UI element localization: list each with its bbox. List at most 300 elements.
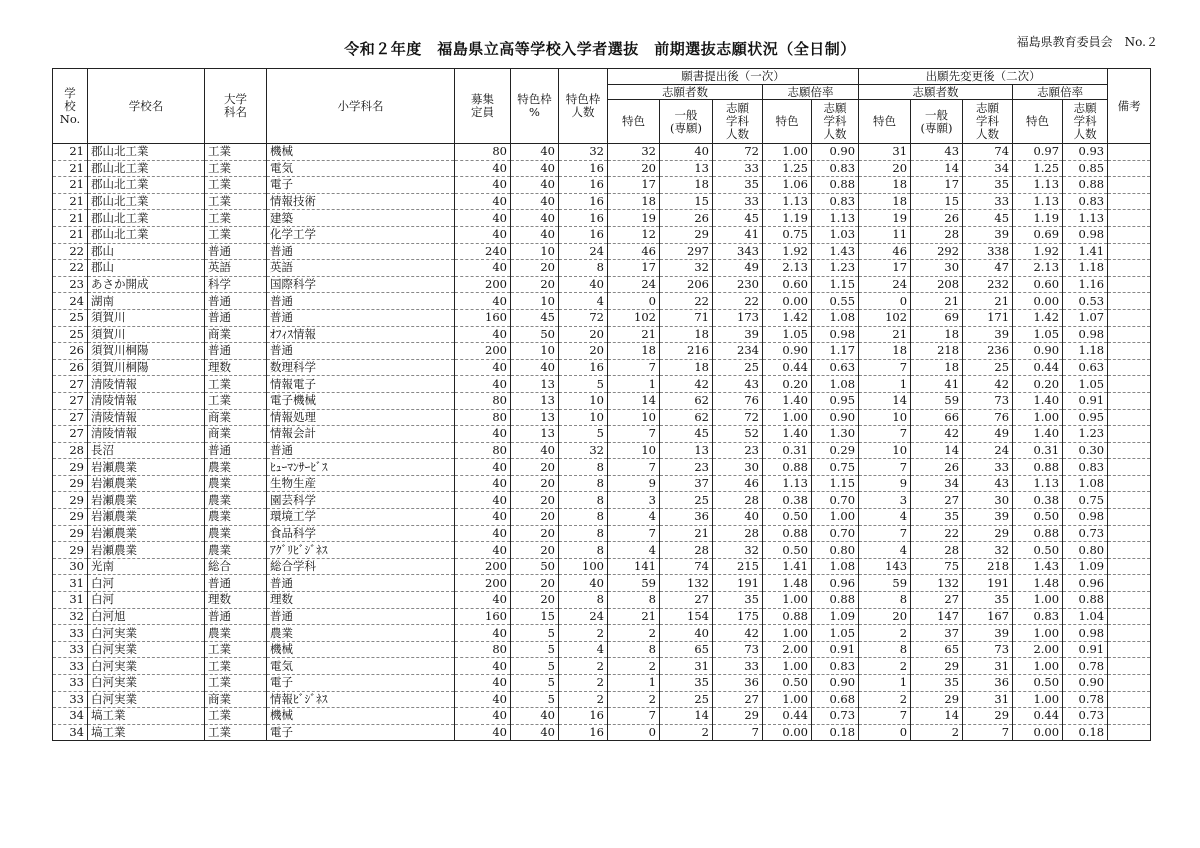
cell-tn: 16 — [559, 724, 608, 741]
page-title: 令和２年度 福島県立高等学校入学者選抜 前期選抜志願状況（全日制） — [344, 40, 856, 58]
cell-school: 須賀川 — [88, 326, 205, 343]
cell-c2: 191 — [963, 575, 1013, 592]
cell-pct: 5 — [511, 641, 559, 658]
cell-dept: 農業 — [205, 492, 267, 509]
table-row — [53, 409, 1151, 426]
cell-dept: 理数 — [205, 592, 267, 609]
cell-no: 27 — [53, 392, 88, 409]
cell-dept: 商業 — [205, 691, 267, 708]
cell-school: 白河実業 — [88, 675, 205, 692]
cell-a1: 24 — [608, 276, 660, 293]
cell-d2: 1.13 — [1013, 193, 1063, 210]
cell-e2: 0.95 — [1063, 409, 1108, 426]
cell-c1: 45 — [713, 210, 763, 227]
cell-b1: 21 — [660, 525, 713, 542]
cell-sub: 普通 — [267, 293, 455, 310]
cell-no: 21 — [53, 177, 88, 194]
cell-c2: 34 — [963, 160, 1013, 177]
cell-cap: 40 — [455, 359, 511, 376]
cell-b1: 40 — [660, 144, 713, 161]
cell-d2: 2.00 — [1013, 641, 1063, 658]
cell-tn: 8 — [559, 492, 608, 509]
cell-a2: 11 — [859, 226, 911, 243]
cell-c2: 35 — [963, 177, 1013, 194]
cell-school: 白河 — [88, 575, 205, 592]
cell-pct: 50 — [511, 558, 559, 575]
cell-cap: 40 — [455, 160, 511, 177]
cell-a1: 0 — [608, 724, 660, 741]
cell-e1: 1.05 — [812, 625, 859, 642]
cell-d2: 1.42 — [1013, 309, 1063, 326]
cell-cap: 160 — [455, 309, 511, 326]
cell-a2: 18 — [859, 177, 911, 194]
cell-a2: 7 — [859, 359, 911, 376]
cell-b1: 35 — [660, 675, 713, 692]
cell-cap: 40 — [455, 592, 511, 609]
cell-e2: 0.53 — [1063, 293, 1108, 310]
cell-cap: 40 — [455, 492, 511, 509]
table-row — [53, 592, 1151, 609]
cell-remarks — [1108, 309, 1151, 326]
cell-school: 清陵情報 — [88, 376, 205, 393]
cell-sub: 機械 — [267, 641, 455, 658]
cell-e1: 0.75 — [812, 459, 859, 476]
cell-d2: 0.69 — [1013, 226, 1063, 243]
cell-pct: 45 — [511, 309, 559, 326]
cell-b1: 26 — [660, 210, 713, 227]
cell-b2: 28 — [911, 226, 963, 243]
cell-tn: 5 — [559, 426, 608, 443]
cell-c2: 35 — [963, 592, 1013, 609]
cell-b2: 18 — [911, 359, 963, 376]
cell-tn: 20 — [559, 326, 608, 343]
cell-no: 31 — [53, 592, 88, 609]
cell-b1: 62 — [660, 392, 713, 409]
table-row — [53, 475, 1151, 492]
cell-d2: 1.00 — [1013, 691, 1063, 708]
cell-cap: 40 — [455, 226, 511, 243]
cell-remarks — [1108, 359, 1151, 376]
cell-remarks — [1108, 260, 1151, 277]
cell-a2: 59 — [859, 575, 911, 592]
cell-sub: 機械 — [267, 708, 455, 725]
cell-a2: 7 — [859, 426, 911, 443]
cell-tn: 2 — [559, 658, 608, 675]
cell-school: 白河実業 — [88, 691, 205, 708]
cell-a1: 46 — [608, 243, 660, 260]
cell-e1: 1.08 — [812, 558, 859, 575]
cell-school: 湖南 — [88, 293, 205, 310]
table-row — [53, 625, 1151, 642]
cell-d2: 0.00 — [1013, 724, 1063, 741]
cell-school: 塙工業 — [88, 724, 205, 741]
cell-a2: 20 — [859, 608, 911, 625]
cell-dept: 商業 — [205, 409, 267, 426]
cell-b1: 31 — [660, 658, 713, 675]
cell-school: 郡山 — [88, 260, 205, 277]
cell-school: 須賀川桐陽 — [88, 343, 205, 360]
cell-tn: 2 — [559, 625, 608, 642]
cell-d1: 0.60 — [763, 276, 812, 293]
header-toku-ratio-2: 特色 — [1013, 100, 1063, 144]
header-ratio-1: 志願倍率 — [763, 85, 859, 100]
cell-d1: 1.48 — [763, 575, 812, 592]
cell-a1: 19 — [608, 210, 660, 227]
cell-c2: 218 — [963, 558, 1013, 575]
cell-tn: 16 — [559, 359, 608, 376]
cell-no: 24 — [53, 293, 88, 310]
cell-e2: 0.98 — [1063, 625, 1108, 642]
cell-no: 28 — [53, 442, 88, 459]
cell-b2: 42 — [911, 426, 963, 443]
cell-cap: 40 — [455, 260, 511, 277]
cell-d1: 1.40 — [763, 392, 812, 409]
cell-a1: 7 — [608, 708, 660, 725]
cell-c1: 25 — [713, 359, 763, 376]
cell-pct: 13 — [511, 426, 559, 443]
cell-remarks — [1108, 226, 1151, 243]
cell-c1: 46 — [713, 475, 763, 492]
cell-remarks — [1108, 210, 1151, 227]
header-gakka-ratio-2: 志願 学科 人数 — [1063, 100, 1108, 144]
cell-remarks — [1108, 409, 1151, 426]
cell-a1: 7 — [608, 359, 660, 376]
cell-c2: 42 — [963, 376, 1013, 393]
cell-c2: 74 — [963, 144, 1013, 161]
cell-b2: 14 — [911, 708, 963, 725]
cell-dept: 英語 — [205, 260, 267, 277]
cell-d2: 2.13 — [1013, 260, 1063, 277]
cell-b1: 154 — [660, 608, 713, 625]
cell-e1: 0.55 — [812, 293, 859, 310]
cell-a1: 17 — [608, 177, 660, 194]
cell-a2: 143 — [859, 558, 911, 575]
cell-d1: 1.13 — [763, 193, 812, 210]
cell-a2: 10 — [859, 409, 911, 426]
cell-no: 30 — [53, 558, 88, 575]
cell-b1: 40 — [660, 625, 713, 642]
cell-cap: 40 — [455, 509, 511, 526]
cell-b2: 43 — [911, 144, 963, 161]
cell-tn: 4 — [559, 641, 608, 658]
cell-no: 26 — [53, 343, 88, 360]
cell-a1: 10 — [608, 409, 660, 426]
cell-school: あさか開成 — [88, 276, 205, 293]
cell-a2: 7 — [859, 708, 911, 725]
table-row — [53, 309, 1151, 326]
cell-sub: 電子機械 — [267, 392, 455, 409]
cell-d2: 1.00 — [1013, 658, 1063, 675]
table-row — [53, 542, 1151, 559]
table-row — [53, 226, 1151, 243]
cell-tn: 16 — [559, 177, 608, 194]
cell-c1: 43 — [713, 376, 763, 393]
cell-cap: 200 — [455, 343, 511, 360]
cell-b1: 36 — [660, 509, 713, 526]
cell-school: 清陵情報 — [88, 392, 205, 409]
cell-d2: 0.97 — [1013, 144, 1063, 161]
cell-tn: 20 — [559, 343, 608, 360]
cell-a2: 2 — [859, 625, 911, 642]
cell-b1: 62 — [660, 409, 713, 426]
cell-remarks — [1108, 608, 1151, 625]
cell-a1: 18 — [608, 193, 660, 210]
table-row — [53, 509, 1151, 526]
cell-c1: 23 — [713, 442, 763, 459]
cell-b2: 29 — [911, 658, 963, 675]
cell-e2: 0.98 — [1063, 326, 1108, 343]
cell-pct: 5 — [511, 691, 559, 708]
cell-dept: 工業 — [205, 210, 267, 227]
cell-sub: ｵﾌｨｽ情報 — [267, 326, 455, 343]
cell-pct: 10 — [511, 343, 559, 360]
cell-dept: 普通 — [205, 243, 267, 260]
cell-school: 須賀川桐陽 — [88, 359, 205, 376]
cell-c1: 36 — [713, 675, 763, 692]
cell-c2: 39 — [963, 326, 1013, 343]
cell-d2: 1.40 — [1013, 392, 1063, 409]
cell-c1: 343 — [713, 243, 763, 260]
header-phase1: 願書提出後（一次） — [608, 69, 859, 85]
cell-cap: 40 — [455, 376, 511, 393]
cell-b1: 29 — [660, 226, 713, 243]
cell-c1: 42 — [713, 625, 763, 642]
header-toku-2: 特色 — [859, 100, 911, 144]
cell-school: 光南 — [88, 558, 205, 575]
cell-e2: 0.83 — [1063, 193, 1108, 210]
header-gakka-ratio-1: 志願 学科 人数 — [812, 100, 859, 144]
applicant-table — [52, 68, 1151, 741]
cell-e2: 1.13 — [1063, 210, 1108, 227]
cell-e2: 0.63 — [1063, 359, 1108, 376]
cell-e1: 0.83 — [812, 658, 859, 675]
cell-c1: 29 — [713, 708, 763, 725]
cell-tn: 24 — [559, 608, 608, 625]
cell-c2: 73 — [963, 392, 1013, 409]
cell-a2: 10 — [859, 442, 911, 459]
cell-sub: 建築 — [267, 210, 455, 227]
cell-remarks — [1108, 724, 1151, 741]
cell-d2: 0.88 — [1013, 459, 1063, 476]
cell-e1: 1.15 — [812, 475, 859, 492]
cell-d2: 0.83 — [1013, 608, 1063, 625]
cell-remarks — [1108, 625, 1151, 642]
cell-tn: 8 — [559, 542, 608, 559]
cell-cap: 40 — [455, 326, 511, 343]
cell-d1: 0.38 — [763, 492, 812, 509]
cell-c1: 30 — [713, 459, 763, 476]
cell-dept: 工業 — [205, 193, 267, 210]
cell-b2: 59 — [911, 392, 963, 409]
cell-remarks — [1108, 343, 1151, 360]
cell-e2: 1.08 — [1063, 475, 1108, 492]
cell-remarks — [1108, 426, 1151, 443]
cell-c2: 39 — [963, 625, 1013, 642]
cell-remarks — [1108, 509, 1151, 526]
cell-a2: 1 — [859, 376, 911, 393]
cell-remarks — [1108, 193, 1151, 210]
cell-b2: 30 — [911, 260, 963, 277]
cell-tn: 4 — [559, 293, 608, 310]
cell-b1: 18 — [660, 177, 713, 194]
cell-sub: 化学工学 — [267, 226, 455, 243]
cell-d1: 1.41 — [763, 558, 812, 575]
cell-d1: 0.20 — [763, 376, 812, 393]
cell-cap: 40 — [455, 542, 511, 559]
cell-d2: 1.19 — [1013, 210, 1063, 227]
cell-b1: 18 — [660, 326, 713, 343]
cell-remarks — [1108, 542, 1151, 559]
cell-d2: 0.00 — [1013, 293, 1063, 310]
cell-b2: 218 — [911, 343, 963, 360]
cell-pct: 20 — [511, 276, 559, 293]
cell-e1: 0.80 — [812, 542, 859, 559]
cell-school: 白河実業 — [88, 658, 205, 675]
cell-cap: 40 — [455, 210, 511, 227]
cell-b2: 29 — [911, 691, 963, 708]
cell-cap: 40 — [455, 724, 511, 741]
table-row — [53, 459, 1151, 476]
cell-c1: 73 — [713, 641, 763, 658]
cell-d1: 1.00 — [763, 658, 812, 675]
cell-tn: 2 — [559, 691, 608, 708]
cell-e1: 0.91 — [812, 641, 859, 658]
cell-a2: 4 — [859, 542, 911, 559]
cell-no: 25 — [53, 309, 88, 326]
cell-c2: 232 — [963, 276, 1013, 293]
cell-a2: 2 — [859, 658, 911, 675]
cell-remarks — [1108, 144, 1151, 161]
cell-pct: 20 — [511, 475, 559, 492]
cell-school: 岩瀬農業 — [88, 509, 205, 526]
header-ippan-2: 一般 (専願) — [911, 100, 963, 144]
cell-cap: 40 — [455, 525, 511, 542]
header-school-name: 学校名 — [88, 69, 205, 144]
cell-d1: 0.50 — [763, 509, 812, 526]
cell-b2: 35 — [911, 675, 963, 692]
cell-remarks — [1108, 392, 1151, 409]
cell-e1: 0.83 — [812, 193, 859, 210]
cell-b1: 25 — [660, 492, 713, 509]
cell-a1: 59 — [608, 575, 660, 592]
cell-c2: 24 — [963, 442, 1013, 459]
cell-c2: 167 — [963, 608, 1013, 625]
cell-school: 郡山北工業 — [88, 210, 205, 227]
cell-b1: 297 — [660, 243, 713, 260]
cell-school: 岩瀬農業 — [88, 459, 205, 476]
table-row — [53, 641, 1151, 658]
cell-c2: 45 — [963, 210, 1013, 227]
table-row — [53, 177, 1151, 194]
cell-sub: 国際科学 — [267, 276, 455, 293]
cell-b1: 22 — [660, 293, 713, 310]
cell-d1: 2.00 — [763, 641, 812, 658]
cell-e2: 1.18 — [1063, 343, 1108, 360]
cell-tn: 100 — [559, 558, 608, 575]
cell-no: 23 — [53, 276, 88, 293]
cell-no: 27 — [53, 376, 88, 393]
cell-b2: 292 — [911, 243, 963, 260]
cell-c2: 32 — [963, 542, 1013, 559]
cell-a1: 21 — [608, 326, 660, 343]
cell-e2: 1.04 — [1063, 608, 1108, 625]
cell-b1: 25 — [660, 691, 713, 708]
cell-c1: 72 — [713, 409, 763, 426]
cell-d2: 0.20 — [1013, 376, 1063, 393]
cell-school: 岩瀬農業 — [88, 542, 205, 559]
cell-b1: 65 — [660, 641, 713, 658]
cell-no: 27 — [53, 409, 88, 426]
cell-e1: 1.23 — [812, 260, 859, 277]
cell-b2: 35 — [911, 509, 963, 526]
cell-dept: 農業 — [205, 542, 267, 559]
cell-dept: 農業 — [205, 525, 267, 542]
cell-no: 33 — [53, 675, 88, 692]
table-row — [53, 260, 1151, 277]
cell-c2: 25 — [963, 359, 1013, 376]
cell-tn: 8 — [559, 459, 608, 476]
cell-e1: 1.13 — [812, 210, 859, 227]
cell-c1: 35 — [713, 177, 763, 194]
cell-c2: 47 — [963, 260, 1013, 277]
cell-school: 郡山北工業 — [88, 177, 205, 194]
cell-c2: 30 — [963, 492, 1013, 509]
cell-sub: 電子 — [267, 724, 455, 741]
cell-a1: 0 — [608, 293, 660, 310]
cell-school: 郡山北工業 — [88, 160, 205, 177]
cell-e2: 0.85 — [1063, 160, 1108, 177]
cell-c2: 171 — [963, 309, 1013, 326]
cell-sub: ﾋｭｰﾏﾝｻｰﾋﾞｽ — [267, 459, 455, 476]
cell-c2: 21 — [963, 293, 1013, 310]
cell-d1: 2.13 — [763, 260, 812, 277]
cell-tn: 32 — [559, 442, 608, 459]
cell-b2: 26 — [911, 459, 963, 476]
cell-b2: 69 — [911, 309, 963, 326]
cell-a2: 24 — [859, 276, 911, 293]
cell-tn: 72 — [559, 309, 608, 326]
cell-no: 31 — [53, 575, 88, 592]
cell-d2: 0.31 — [1013, 442, 1063, 459]
cell-c2: 7 — [963, 724, 1013, 741]
cell-a2: 31 — [859, 144, 911, 161]
cell-c1: 27 — [713, 691, 763, 708]
cell-e1: 1.03 — [812, 226, 859, 243]
cell-d2: 0.44 — [1013, 359, 1063, 376]
cell-a2: 9 — [859, 475, 911, 492]
cell-dept: 商業 — [205, 326, 267, 343]
cell-e2: 0.75 — [1063, 492, 1108, 509]
cell-d2: 0.44 — [1013, 708, 1063, 725]
cell-c1: 234 — [713, 343, 763, 360]
table-row — [53, 658, 1151, 675]
cell-b2: 75 — [911, 558, 963, 575]
cell-tn: 8 — [559, 509, 608, 526]
cell-e2: 0.73 — [1063, 708, 1108, 725]
cell-school: 郡山北工業 — [88, 144, 205, 161]
cell-cap: 80 — [455, 409, 511, 426]
cell-d1: 0.44 — [763, 359, 812, 376]
cell-c1: 28 — [713, 525, 763, 542]
cell-sub: 園芸科学 — [267, 492, 455, 509]
cell-b1: 2 — [660, 724, 713, 741]
table-row — [53, 392, 1151, 409]
cell-d1: 1.06 — [763, 177, 812, 194]
cell-a2: 46 — [859, 243, 911, 260]
cell-cap: 160 — [455, 608, 511, 625]
cell-dept: 普通 — [205, 343, 267, 360]
cell-d2: 1.05 — [1013, 326, 1063, 343]
